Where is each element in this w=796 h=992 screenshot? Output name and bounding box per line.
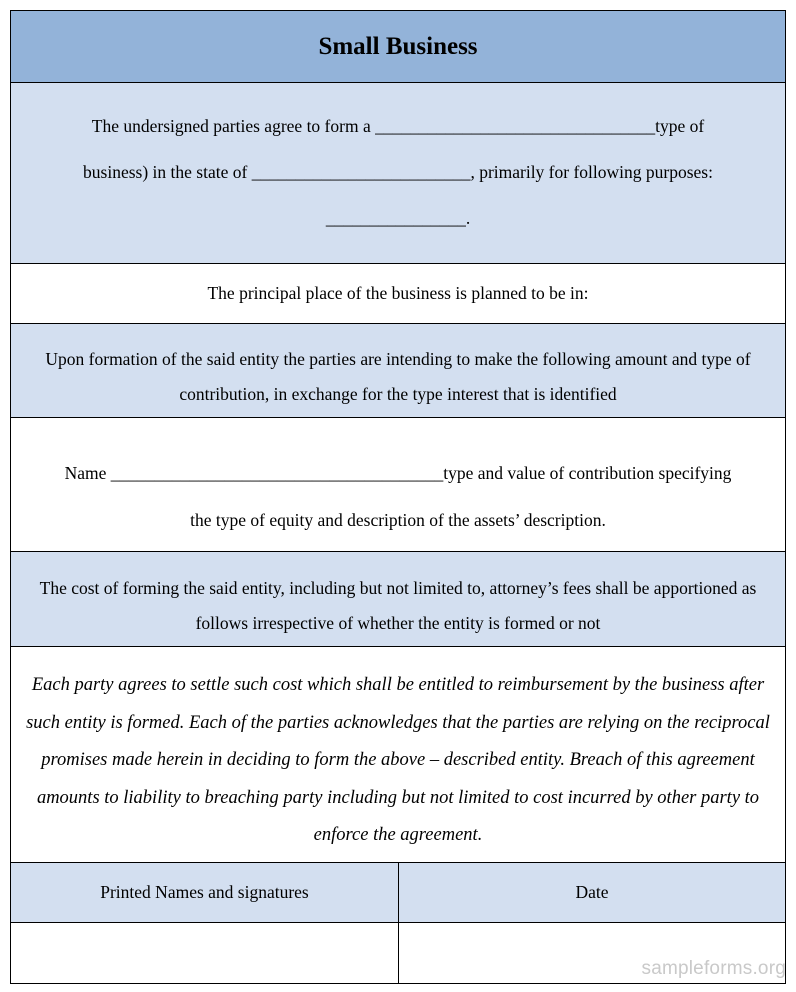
signature-table-header <box>11 863 785 923</box>
formation-text-2: type of <box>655 116 705 136</box>
state-blank[interactable]: _________________________ <box>251 162 471 182</box>
signatures-header-label: Printed Names and signatures <box>100 882 309 902</box>
formation-text-1: The undersigned parties agree to form a <box>91 116 371 136</box>
form-title: Small Business <box>318 32 478 60</box>
watermark: sampleforms.org <box>641 958 786 979</box>
name-blank[interactable]: ______________________________________ <box>110 463 444 483</box>
formation-section <box>11 83 785 264</box>
cost-text: The cost of forming the said entity, including but not limited to, attorney’s fees shall be apportioned as follows irrespective of whether the entity is formed or not <box>39 578 757 633</box>
principal-place-text: The principal place of the business is planned to be in: <box>207 283 589 303</box>
small-business-form <box>10 10 786 984</box>
contribution-spec-text: type and value of contribution specifying <box>443 463 732 483</box>
signatures-header <box>11 863 399 922</box>
cost-section <box>11 552 785 647</box>
name-label: Name <box>64 463 107 483</box>
formation-text-4: , primarily for following purposes: <box>470 162 713 182</box>
agreement-text: Each party agrees to settle such cost which shall be entitled to reimbursement by the business after such entity is formed. Each of the parties acknowledges that the parties are relying on the reciprocal promises made herein in deciding to form the above – described entity. Breach of this agreement amounts to liability to breaching party including but not limited to cost incurred by other party to enforce the agreement. <box>26 675 770 845</box>
form-header <box>11 11 785 83</box>
equity-description-text: the type of equity and description of the assets’ description. <box>190 510 606 530</box>
formation-text-3: business) in the state of <box>83 162 248 182</box>
signature-cell[interactable] <box>11 923 399 983</box>
date-header-label: Date <box>575 882 609 902</box>
agreement-section <box>11 647 785 863</box>
principal-place-section <box>11 264 785 324</box>
contribution-section <box>11 324 785 418</box>
purpose-blank[interactable]: ________________ <box>325 208 466 228</box>
formation-period: . <box>465 208 471 228</box>
date-header <box>399 863 785 922</box>
name-contribution-section <box>11 418 785 552</box>
contribution-text: Upon formation of the said entity the parties are intending to make the following amount and type of contribution, in exchange for the type interest that is identified <box>45 349 751 404</box>
business-type-blank[interactable]: ________________________________ <box>375 116 656 136</box>
